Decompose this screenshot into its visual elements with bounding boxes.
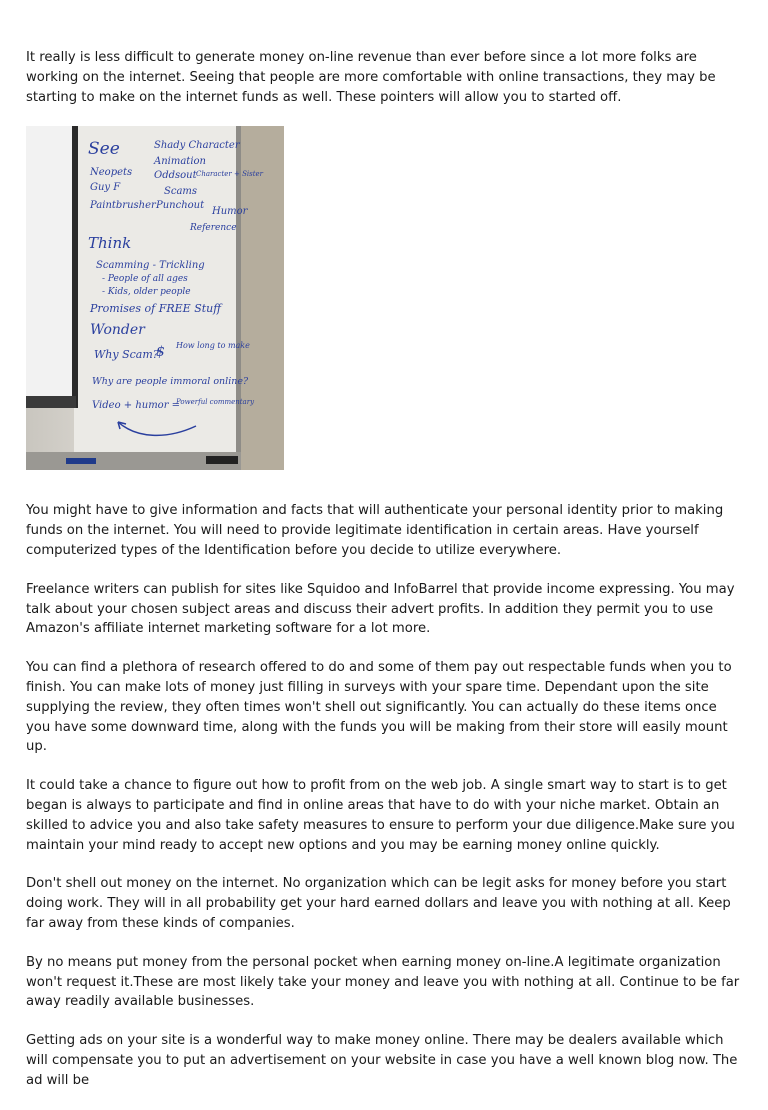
whiteboard-photo: [26, 126, 284, 470]
paragraph-intro: It really is less difficult to generate money on-line revenue than ever before since a lot more folks are working on the internet. Seeing that people are more comfortable with online transactions, they may be starting to make on the internet funds as well. These pointers will allow you to started off.: [26, 50, 716, 105]
whiteboard-text: - Kids, older people: [102, 287, 191, 298]
whiteboard-text: Promises of FREE Stuff: [90, 302, 222, 316]
whiteboard-text: - People of all ages: [102, 274, 188, 285]
paragraph: Don't shell out money on the internet. No organization which can be legit asks for money before you start doing work. They will in all probability get your hard earned dollars and leave you with nothing at all. Keep far away from these kinds of companies.: [26, 876, 731, 931]
whiteboard-text: See: [88, 139, 120, 160]
paragraph: Getting ads on your site is a wonderful way to make money online. There may be dealers available which will compensate you to put an advertisement on your website in case you have a well known blog now. The ad will be: [26, 1033, 738, 1088]
whiteboard-text: Scamming - Trickling: [96, 260, 205, 272]
whiteboard-text: Reference: [190, 223, 237, 234]
whiteboard-text: Animation: [154, 156, 206, 168]
whiteboard-text: Character + Sister: [196, 170, 264, 179]
whiteboard-text: Why Scam?: [94, 348, 159, 362]
whiteboard-text: Video + humor =: [92, 400, 181, 412]
whiteboard-text: Scams: [164, 186, 198, 198]
paragraph: Freelance writers can publish for sites like Squidoo and InfoBarrel that provide income expressing. You may talk about your chosen subject areas and discuss their advert profits. In addition they permit you to use Amazon's affiliate internet marketing software for a lot more.: [26, 581, 735, 637]
whiteboard-text: How long to make: [176, 341, 250, 351]
paragraph: You can find a plethora of research offered to do and some of them pay out respectable funds when you to finish. You can make lots of money just filling in surveys with your spare time. Dependant upon the site supplying the review, they often times won't shell out significantly. You can actually do these items once you have some downward time, along with the funds you will be making from their store will easily mount up.: [26, 660, 732, 755]
whiteboard-text: $: [156, 344, 165, 361]
whiteboard-text: Powerful commentary: [176, 398, 255, 407]
paragraph: It could take a chance to figure out how to profit from on the web job. A single smart way to start is to get began is always to participate and find in online areas that have to do with your niche market. Obtain an skilled to advice you and also take safety measures to ensure to perform your due diligence.Make sure you maintain your mind ready to accept new options and you may be earning money online quickly.: [26, 778, 735, 853]
whiteboard-text: Punchout: [156, 200, 205, 212]
whiteboard-text: Think: [88, 234, 132, 253]
paragraph: By no means put money from the personal pocket when earning money on-line.A legitimate organization won't request it.These are most likely take your money and leave you with nothing at all. Continue to be far away readily available businesses.: [26, 954, 740, 1010]
whiteboard-text: Neopets: [90, 167, 133, 179]
article: [26, 48, 744, 1110]
whiteboard-text: Oddsout: [154, 170, 197, 182]
paragraph: You might have to give information and facts that will authenticate your personal identity prior to making funds on the internet. You will need to provide legitimate identification in certain areas. Have yourself computerized types of the Identification before you decide to utilize everywhere.: [26, 503, 724, 558]
whiteboard-text: Humor: [212, 206, 248, 218]
whiteboard-text: Paintbrusher: [90, 200, 156, 212]
whiteboard-text: Wonder: [90, 322, 145, 339]
whiteboard-text: Shady Character: [154, 140, 240, 152]
whiteboard-text: Why are people immoral online?: [92, 376, 249, 388]
whiteboard-text: Guy F: [90, 182, 121, 194]
